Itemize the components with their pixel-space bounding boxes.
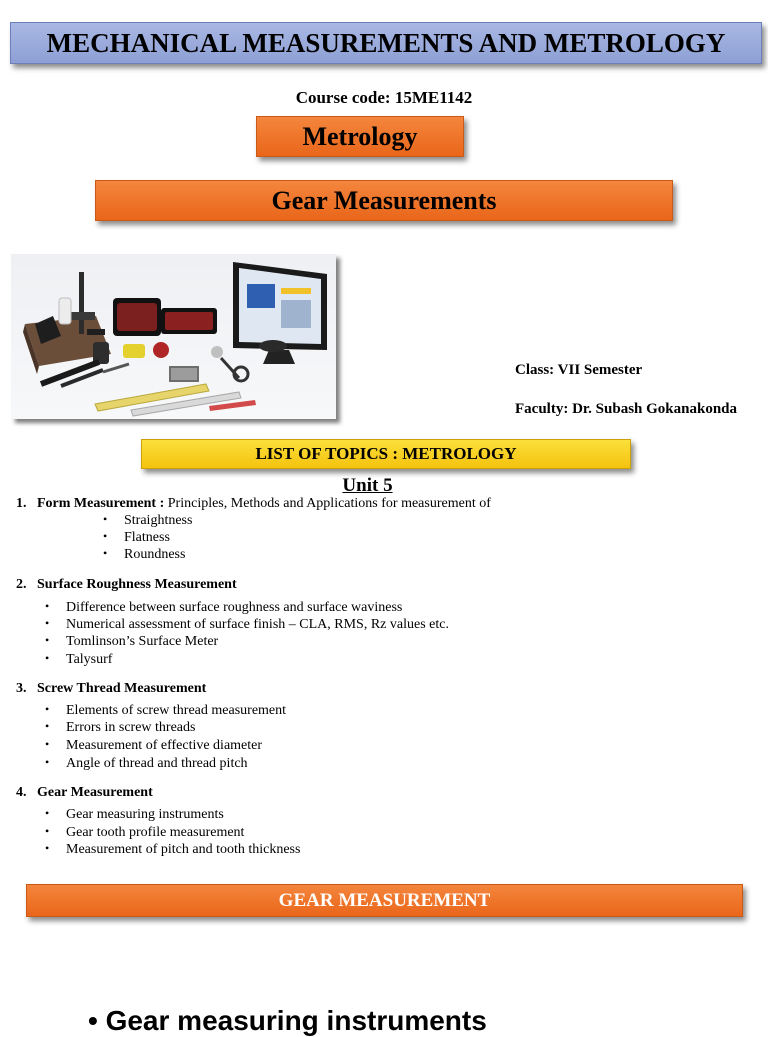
faculty-info: Faculty: Dr. Subash Gokanakonda	[515, 401, 738, 417]
subject-banner	[256, 116, 464, 157]
section-heading	[16, 577, 237, 593]
list-item: • Angle of thread and thread pitch	[45, 755, 248, 771]
section-number: 4.	[16, 785, 27, 800]
section-heading	[16, 681, 206, 697]
subject-title: Metrology	[302, 121, 418, 151]
topics-banner	[141, 439, 631, 469]
topic-banner	[95, 180, 673, 221]
section-number: 2.	[16, 577, 27, 592]
topics-title: LIST OF TOPICS : METROLOGY	[255, 444, 517, 463]
list-item: • Measurement of effective diameter	[45, 737, 263, 753]
section-title: Screw Thread Measurement	[37, 681, 207, 696]
section-heading	[16, 785, 153, 801]
unit-heading: Unit 5	[342, 475, 393, 496]
class-info: Class: VII Semester	[515, 362, 643, 378]
list-item: • Tomlinson’s Surface Meter	[45, 633, 219, 649]
measuring-instruments-photo	[11, 254, 336, 419]
course-code: Course code: 15ME1142	[295, 88, 473, 107]
list-item: • Straightness	[103, 512, 193, 528]
gear-section-banner	[26, 884, 743, 917]
list-item: • Measurement of pitch and tooth thickness	[45, 841, 301, 857]
list-item: • Flatness	[103, 529, 170, 545]
section-number: 1.	[16, 496, 27, 511]
gear-instruments-heading: • Gear measuring instruments	[88, 1005, 487, 1036]
list-item: • Gear measuring instruments	[45, 806, 224, 822]
section-title: Surface Roughness Measurement	[37, 577, 237, 592]
list-item: • Elements of screw thread measurement	[45, 702, 287, 718]
instruments-illustration	[11, 254, 336, 419]
document-title: MECHANICAL MEASUREMENTS AND METROLOGY	[46, 27, 726, 58]
gear-section-title: GEAR MEASUREMENT	[278, 889, 491, 911]
list-item: • Numerical assessment of surface finish – CLA, RMS, Rz values etc.	[45, 616, 449, 632]
section-title: Form Measurement :	[37, 496, 165, 511]
section-number: 3.	[16, 681, 27, 696]
section-heading	[16, 496, 491, 512]
section-title: Gear Measurement	[37, 785, 153, 800]
list-item: • Talysurf	[45, 651, 113, 667]
list-item: • Roundness	[103, 546, 186, 562]
section-subtitle: Principles, Methods and Applications for measurement of	[164, 496, 491, 511]
list-item: • Errors in screw threads	[45, 719, 196, 735]
list-item: • Difference between surface roughness and surface waviness	[45, 599, 403, 615]
topic-title: Gear Measurements	[271, 185, 497, 215]
list-item: • Gear tooth profile measurement	[45, 824, 245, 840]
title-banner	[10, 22, 762, 64]
